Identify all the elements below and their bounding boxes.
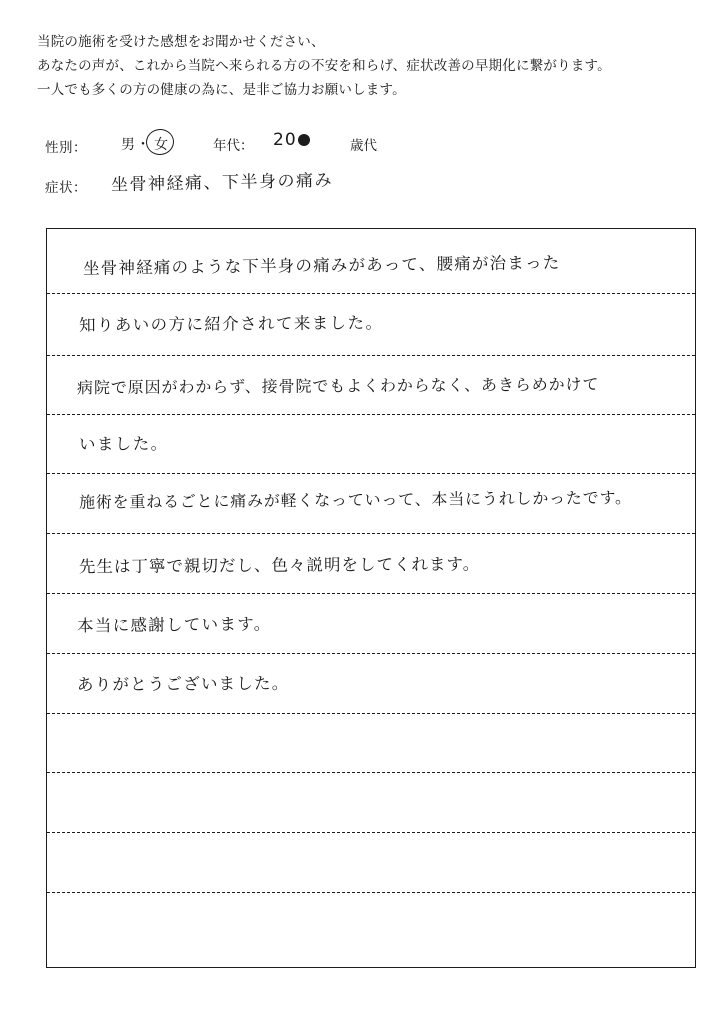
rule-line-9	[47, 772, 695, 773]
rule-line-7	[47, 653, 695, 654]
gender-option-female-label: 女	[154, 137, 169, 153]
rule-line-4	[47, 473, 695, 474]
rule-line-6	[47, 593, 695, 594]
rule-line-1	[47, 293, 695, 294]
symptom-value[interactable]: 坐骨神経痛、下半身の痛み	[110, 170, 334, 196]
gender-row	[45, 132, 685, 172]
gender-choices[interactable]	[121, 134, 172, 154]
answer-line-4: いました。	[78, 434, 169, 454]
intro-line-2: あなたの声が、これから当院へ来られる方の不安を和らげ、症状改善の早期化に繋がります。	[37, 58, 611, 73]
answer-box[interactable]	[46, 228, 696, 968]
rule-line-5	[47, 533, 695, 534]
gender-option-female[interactable]	[151, 134, 172, 154]
answer-line-5: 施術を重ねるごとに痛みが軽くなっていって、本当にうれしかったです。	[78, 488, 632, 512]
age-label: 年代：	[213, 138, 254, 153]
answer-line-3: 病院で原因がわからず、接骨院でもよくわからなく、あきらめかけて	[76, 374, 600, 398]
gender-separator: ・	[136, 137, 151, 153]
intro-text	[37, 30, 697, 102]
symptom-label: 症状：	[45, 180, 87, 195]
rule-line-2	[47, 355, 695, 356]
profile-section	[45, 132, 685, 212]
age-suffix: 歳代	[350, 138, 377, 153]
gender-label: 性別：	[45, 140, 87, 155]
intro-line-1: 当院の施術を受けた感想をお聞かせください、	[37, 34, 325, 49]
rule-line-8	[47, 713, 695, 714]
age-value[interactable]	[273, 130, 310, 150]
gender-option-male[interactable]: 男	[121, 137, 136, 153]
answer-line-8: ありがとうございました。	[76, 673, 290, 695]
answer-line-6: 先生は丁寧で親切だし、色々説明をしてくれます。	[78, 554, 481, 577]
ink-blot-icon	[298, 134, 310, 146]
answer-line-7: 本当に感謝しています。	[76, 614, 272, 636]
rule-line-11	[47, 892, 695, 893]
answer-line-1: 坐骨神経痛のような下半身の痛みがあって、腰痛が治まった	[82, 253, 561, 278]
rule-line-3	[47, 414, 695, 415]
symptom-row	[45, 172, 685, 212]
intro-line-3: 一人でも多くの方の健康の為に、是非ご協力お願いします。	[37, 82, 406, 97]
answer-line-2: 知りあいの方に紹介されて来ました。	[78, 313, 384, 335]
age-number: 20	[273, 130, 297, 150]
rule-line-10	[47, 832, 695, 833]
